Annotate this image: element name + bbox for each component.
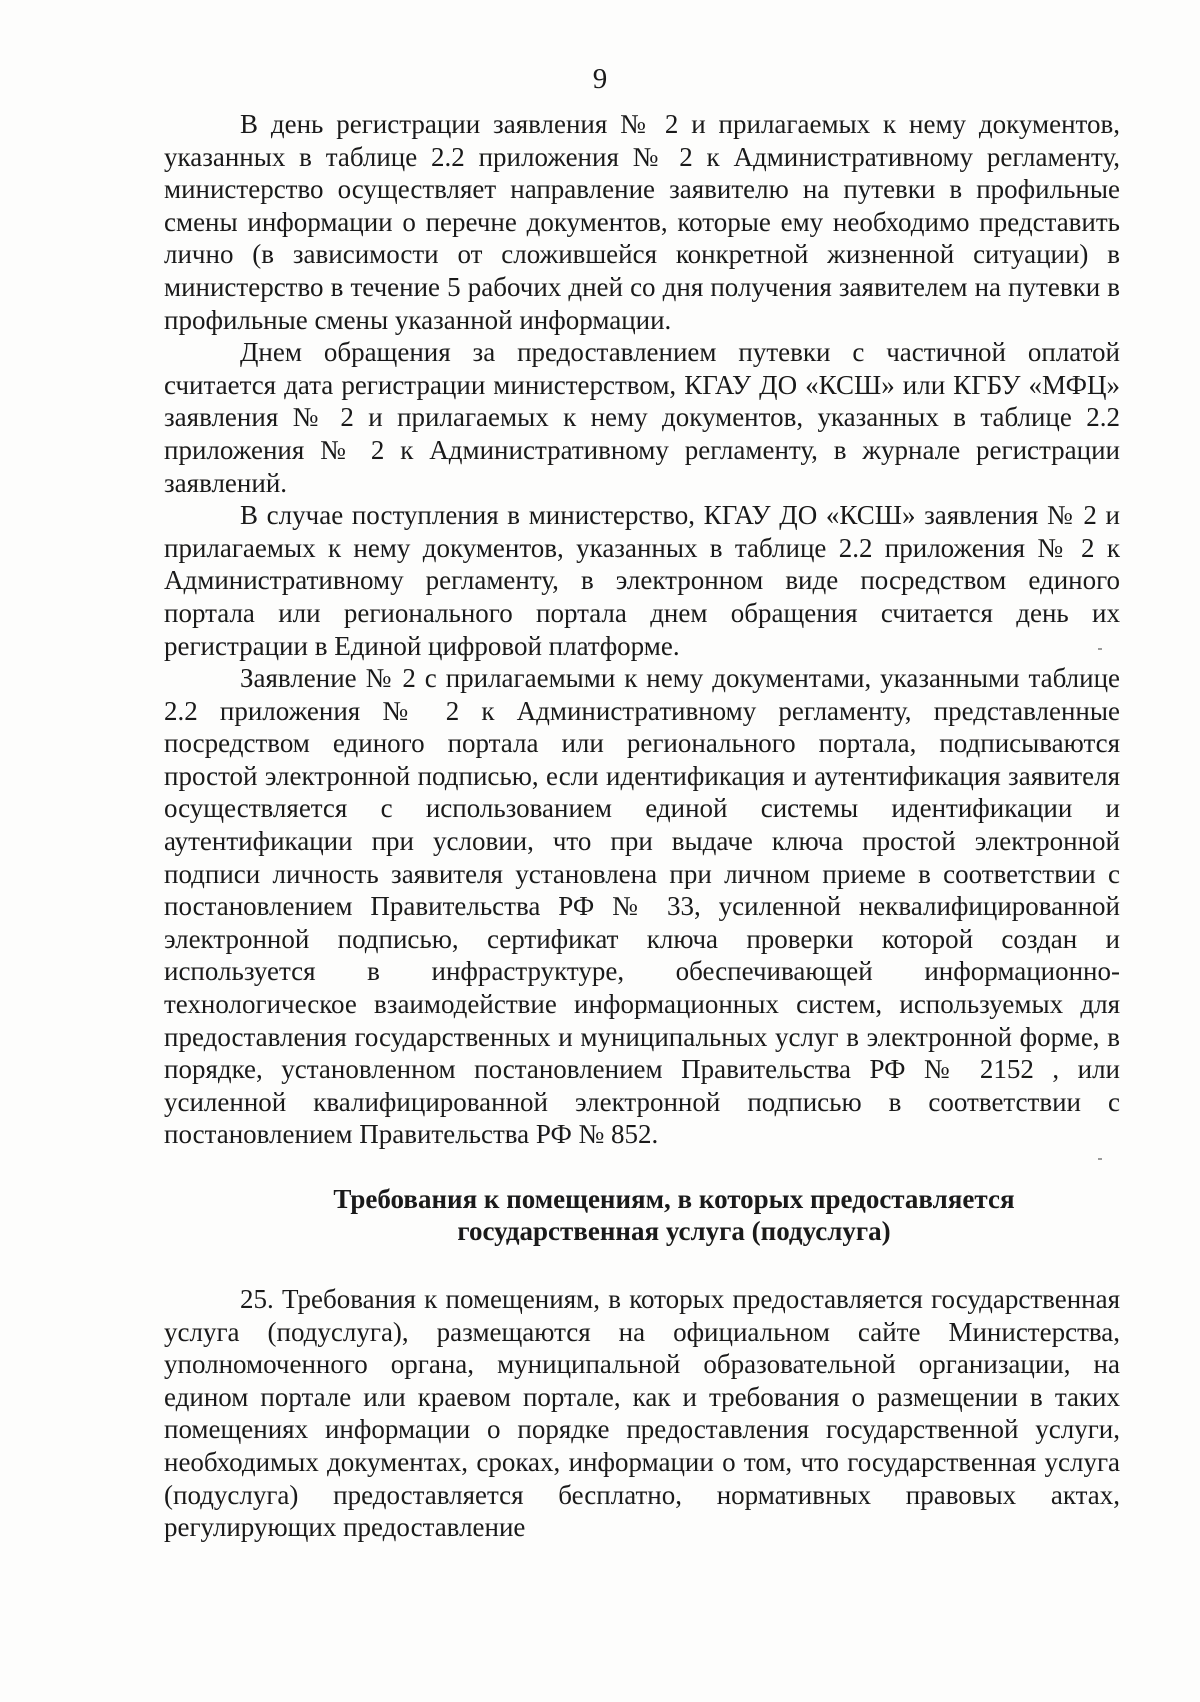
section-heading-line-2: государственная услуга (подуслуга): [457, 1216, 891, 1246]
section-heading-line-1: Требования к помещениям, в которых предоставляется: [333, 1184, 1015, 1214]
paragraph-electronic-submission: В случае поступления в министерство, КГАУ ДО «КСШ» заявления № 2 и прилагаемых к нему документов, указанных в таблице 2.2 приложения № 2 к Административному регламенту, в электронном виде посредством единого портала или регионального портала днем обращения считается день их регистрации в Единой цифровой платформе.: [164, 500, 1120, 661]
document-body: [164, 108, 1120, 1544]
page-number: 9: [592, 63, 608, 95]
paragraph-electronic-signature: Заявление № 2 с прилагаемыми к нему документами, указанными таблице 2.2 приложения № 2 к Административному регламенту, представленные посредством единого портала или регионального портала, подписываются простой электронной подписью, если идентификация и аутентификация заявителя осуществляется с использованием единой системы идентификации и аутентификации при условии, что при выдаче ключа простой электронной подписи личность заявителя установлена при личном приеме в соответствии с постановлением Правительства РФ № 33, усиленной неквалифицированной электронной подписью, сертификат ключа проверки которой создан и используется в инфраструктуре, обеспечивающей информационно-технологическое взаимодействие информационных систем, используемых для предоставления государственных и муниципальных услуг в электронной форме, в порядке, установленном постановлением Правительства РФ № 2152 , или усиленной квалифицированной электронной подписью в соответствии с постановлением Правительства РФ № 852.: [164, 663, 1120, 1150]
scan-artifact: [1098, 648, 1102, 650]
paragraph-premises-requirements: 25. Требования к помещениям, в которых предоставляется государственная услуга (подуслуга), размещаются на официальном сайте Министерства, уполномоченного органа, муниципальной образовательной организации, на едином портале или краевом портале, как и требования о размещении в таких помещениях информации о порядке предоставления государственной услуги, необходимых документах, сроках, информации о том, что государственная услуга (подуслуга) предоставляется бесплатно, нормативных правовых актах, регулирующих предоставление: [164, 1284, 1120, 1543]
spacer: [164, 1247, 1120, 1283]
paragraph-registration-day: В день регистрации заявления № 2 и прилагаемых к нему документов, указанных в таблице 2.2 приложения № 2 к Административному регламенту, министерство осуществляет направление заявителю на путевки в профильные смены информации о перечне документов, которые ему необходимо представить лично (в зависимости от сложившейся конкретной жизненной ситуации) в министерство в течение 5 рабочих дней со дня получения заявителем на путевки в профильные смены указанной информации.: [164, 109, 1120, 335]
paragraph-application-date: Днем обращения за предоставлением путевки с частичной оплатой считается дата регистрации министерством, КГАУ ДО «КСШ» или КГБУ «МФЦ» заявления № 2 и прилагаемых к нему документов, указанных в таблице 2.2 приложения № 2 к Административному регламенту, в журнале регистрации заявлений.: [164, 337, 1120, 498]
scan-artifact: [1098, 1158, 1102, 1160]
section-heading: [164, 1183, 1120, 1247]
spacer: [164, 1151, 1120, 1183]
